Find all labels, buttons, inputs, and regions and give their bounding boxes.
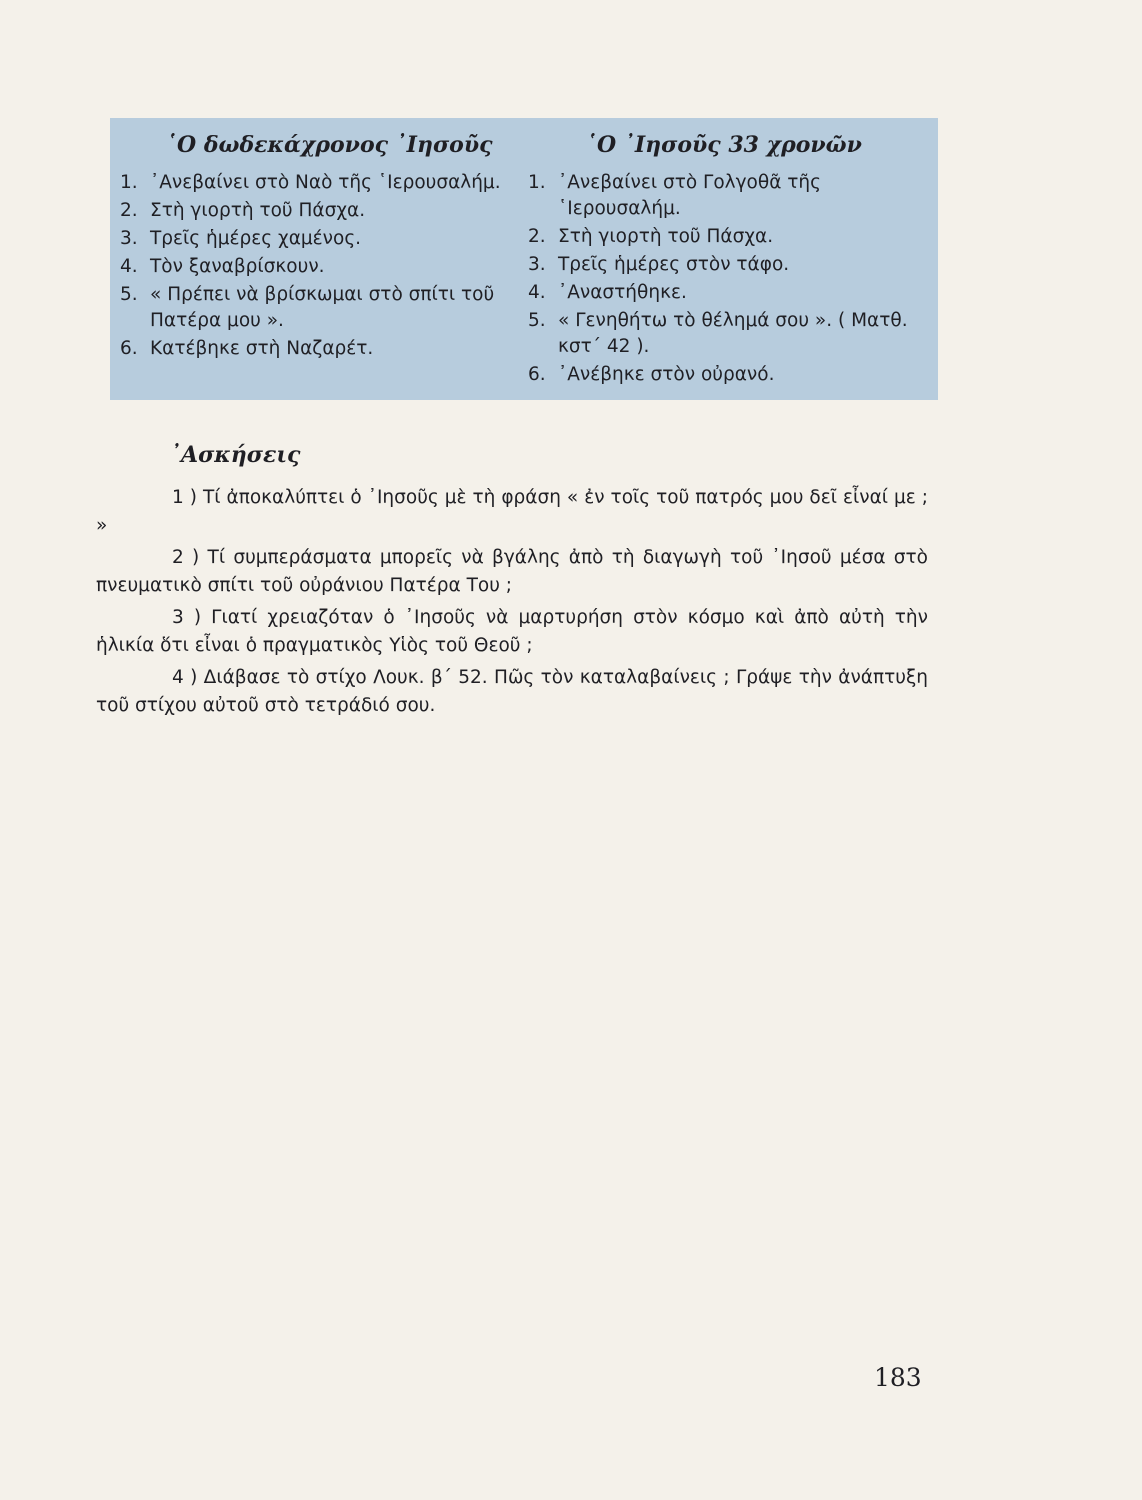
item-number: 1. <box>528 172 546 193</box>
item-number: 2. <box>120 200 138 221</box>
item-text: Στὴ γιορτὴ τοῦ Πάσχα. <box>558 226 774 247</box>
item-number: 5. <box>528 310 546 331</box>
exercise-item: 2 ) Τί συμπεράσματα μπορεῖς νὰ βγάλης ἀπὸ τὴ διαγωγὴ τοῦ ᾿Ιησοῦ μέσα στὸ πνευματικὸ σπίτι τοῦ οὐράνιου Πατέρα Του ; <box>96 547 928 596</box>
item-text: Τὸν ξαναβρίσκουν. <box>150 256 325 277</box>
list-item <box>528 252 932 278</box>
item-text: Κατέβηκε στὴ Ναζαρέτ. <box>150 338 374 359</box>
item-number: 5. <box>120 284 138 305</box>
item-text: ᾿Ανεβαίνει στὸ Γολγοθᾶ τῆς ῾Ιερουσαλήμ. <box>558 172 821 219</box>
comparison-box <box>110 118 938 400</box>
list-item <box>528 280 932 306</box>
list-item <box>528 308 932 360</box>
list-item <box>120 254 512 280</box>
item-text: Τρεῖς ἡμέρες χαμένος. <box>150 228 362 249</box>
item-text: Στὴ γιορτὴ τοῦ Πάσχα. <box>150 200 366 221</box>
exercises-title: ᾿Ασκήσεις <box>170 442 301 468</box>
item-number: 3. <box>528 254 546 275</box>
item-number: 1. <box>120 172 138 193</box>
list-item <box>120 336 512 362</box>
list-item <box>528 224 932 250</box>
item-text: ᾿Ανέβηκε στὸν οὐρανό. <box>558 364 775 385</box>
exercises-list <box>96 484 928 724</box>
list-item <box>120 282 512 334</box>
page-number: 183 <box>874 1363 922 1392</box>
item-number: 6. <box>528 364 546 385</box>
item-text: « Γενηθήτω τὸ θέλημά σου ». ( Ματθ. κστ΄ 42 ). <box>558 310 908 357</box>
list-item <box>120 198 512 224</box>
exercise-item: 3 ) Γιατί χρειαζόταν ὁ ᾿Ιησοῦς νὰ μαρτυρήση στὸν κόσμο καὶ ἀπὸ αὐτὴ τὴν ἡλικία ὅτι εἶναι ὁ πραγματικὸς Υἱὸς τοῦ Θεοῦ ; <box>96 607 928 656</box>
column-title-right: ῾Ο ᾿Ιησοῦς 33 χρονῶν <box>586 132 862 158</box>
list-right <box>528 170 932 388</box>
exercise-item: 4 ) Διάβασε τὸ στίχο Λουκ. β΄ 52. Πῶς τὸν καταλαβαίνεις ; Γράψε τὴν ἀνάπτυξη τοῦ στίχου αὐτοῦ στὸ τετράδιό σου. <box>96 667 928 716</box>
list-left <box>120 170 512 362</box>
item-number: 3. <box>120 228 138 249</box>
item-number: 4. <box>528 282 546 303</box>
item-text: ᾿Αναστήθηκε. <box>558 282 687 303</box>
comparison-column-right <box>528 132 932 390</box>
list-item <box>120 170 512 196</box>
exercise-item: 1 ) Τί ἀποκαλύπτει ὁ ᾿Ιησοῦς μὲ τὴ φράση « ἐν τοῖς τοῦ πατρός μου δεῖ εἶναί με ; » <box>96 487 928 536</box>
comparison-column-left <box>120 132 512 364</box>
item-number: 6. <box>120 338 138 359</box>
item-text: ᾿Ανεβαίνει στὸ Ναὸ τῆς ῾Ιερουσαλήμ. <box>150 172 501 193</box>
column-title-left: ῾Ο δωδεκάχρονος ᾿Ιησοῦς <box>166 132 493 158</box>
item-number: 2. <box>528 226 546 247</box>
item-text: Τρεῖς ἡμέρες στὸν τάφο. <box>558 254 790 275</box>
item-number: 4. <box>120 256 138 277</box>
list-item <box>120 226 512 252</box>
item-text: « Πρέπει νὰ βρίσκωμαι στὸ σπίτι τοῦ Πατέρα μου ». <box>150 284 495 331</box>
list-item <box>528 362 932 388</box>
list-item <box>528 170 932 222</box>
